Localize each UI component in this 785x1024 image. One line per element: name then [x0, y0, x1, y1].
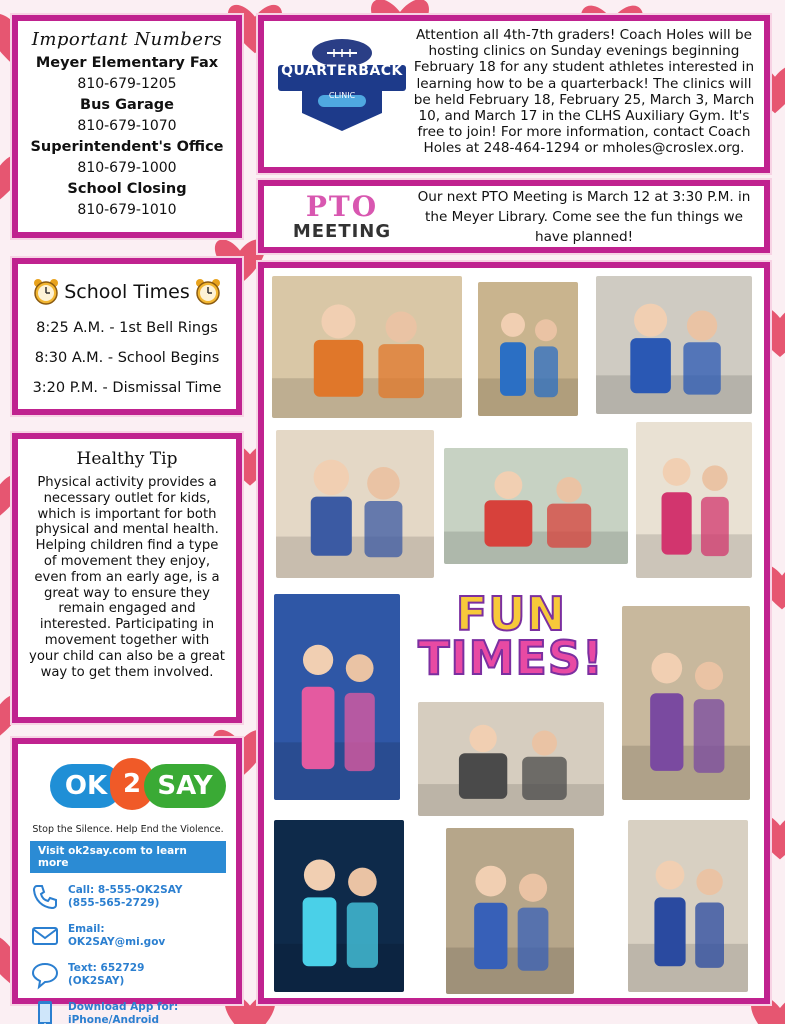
pto-meeting-logo — [272, 189, 412, 242]
schedule-row: 8:30 A.M. - School Begins — [34, 350, 220, 366]
number-label: Meyer Elementary Fax — [35, 55, 219, 71]
ok2say-app-item[interactable] — [30, 999, 226, 1024]
number-label: Bus Garage — [80, 97, 174, 113]
schedule-row: 3:20 P.M. - Dismissal Time — [32, 380, 222, 396]
school-times-panel — [12, 258, 242, 415]
phone-icon — [30, 882, 60, 912]
number-label: Superintendent's Office — [30, 139, 224, 155]
number-label: School Closing — [67, 181, 187, 197]
pto-meeting-panel — [258, 180, 770, 253]
pto-logo-top: PTO — [305, 189, 379, 223]
alarm-clock-icon — [194, 278, 222, 306]
photo-boys-robot — [272, 276, 462, 418]
phone-number: 810-679-1000 — [77, 160, 177, 176]
fun-times-line1: FUN — [455, 587, 567, 641]
ok2say-panel — [12, 738, 242, 1024]
chat-bubble-icon — [30, 960, 60, 990]
alarm-clock-icon — [32, 278, 60, 306]
photo-boy-blacklight — [274, 820, 404, 992]
quarterback-clinic-text: Attention all 4th-7th graders! Coach Holes will be hosting clinics on Sunday evenings beginning February 18 for any student athletes interested in learning how to be a quarterback! The clinics will be held February 18, February 25, March 3, March 10, and March 17 in the CLHS Auxiliary Gym. It's free to join! For more information, contact Coach Holes at 248-464-1294 or mholes@croslex.org. — [413, 27, 755, 157]
fun-times-logo — [416, 587, 606, 685]
ok2say-logo-say: SAY — [144, 764, 226, 808]
photo-kids-lego-floor — [622, 606, 750, 800]
ok2say-app-text: Download App for: iPhone/Android — [68, 1001, 179, 1024]
mobile-phone-icon — [30, 999, 60, 1024]
quarterback-logo-title: QUARTERBACK — [281, 63, 403, 79]
ok2say-logo — [50, 756, 226, 818]
pto-logo-bottom: MEETING — [292, 220, 392, 242]
ok2say-logo-2: 2 — [110, 758, 154, 810]
quarterback-clinic-logo — [272, 27, 412, 167]
ok2say-call-item[interactable] — [30, 882, 226, 912]
fun-times-line2: TIMES! — [418, 631, 604, 685]
phone-number: 810-679-1010 — [77, 202, 177, 218]
school-times-header — [18, 278, 236, 306]
photo-girl-candy-frame — [636, 422, 752, 578]
photo-girls-paper-airplanes — [596, 276, 752, 414]
ok2say-email-item[interactable] — [30, 921, 226, 951]
photo-collage-panel — [258, 262, 770, 1004]
email-icon — [30, 921, 60, 951]
ok2say-logo-ok: OK — [50, 764, 122, 808]
healthy-tip-body: Physical activity provides a necessary outlet for kids, which is important for both physical and mental health. Helping children find a type of movement they enjoy, even from an early age, is a great way to ensure they remain engaged and interested. Participating in movement together with your child can also be a great way to get them involved. — [29, 475, 225, 680]
photo-boys-lego-pile — [446, 828, 574, 994]
schedule-row: 8:25 A.M. - 1st Bell Rings — [36, 320, 218, 336]
ok2say-call-text: Call: 8-555-OK2SAY (855-565-2729) — [68, 884, 183, 909]
ok2say-website-link[interactable]: Visit ok2say.com to learn more — [30, 841, 226, 873]
healthy-tip-panel — [12, 433, 242, 723]
healthy-tip-title: Healthy Tip — [76, 449, 178, 469]
photo-three-girls — [276, 430, 434, 578]
ok2say-text-text: Text: 652729 (OK2SAY) — [68, 962, 145, 987]
ok2say-text-item[interactable] — [30, 960, 226, 990]
quarterback-clinic-panel — [258, 15, 770, 173]
photo-two-girls — [628, 820, 748, 992]
important-numbers-panel — [12, 15, 242, 238]
phone-number: 810-679-1205 — [77, 76, 177, 92]
school-times-title: School Times — [64, 281, 190, 303]
photo-class-group — [444, 448, 628, 564]
photo-boy-lego-table — [478, 282, 578, 416]
ok2say-tagline: Stop the Silence. Help End the Violence. — [32, 824, 224, 835]
photo-girl-pink-towel — [274, 594, 400, 800]
quarterback-logo-subtitle: CLINIC — [328, 91, 356, 100]
photo-dad-daughter-table — [418, 702, 604, 816]
ok2say-email-text: Email: OK2SAY@mi.gov — [68, 923, 166, 948]
pto-meeting-text: Our next PTO Meeting is March 12 at 3:30 P.M. in the Meyer Library. Come see the fun things we have planned! — [417, 188, 751, 245]
important-numbers-title: Important Numbers — [31, 29, 223, 50]
phone-number: 810-679-1070 — [77, 118, 177, 134]
football-shield-icon — [272, 27, 412, 137]
